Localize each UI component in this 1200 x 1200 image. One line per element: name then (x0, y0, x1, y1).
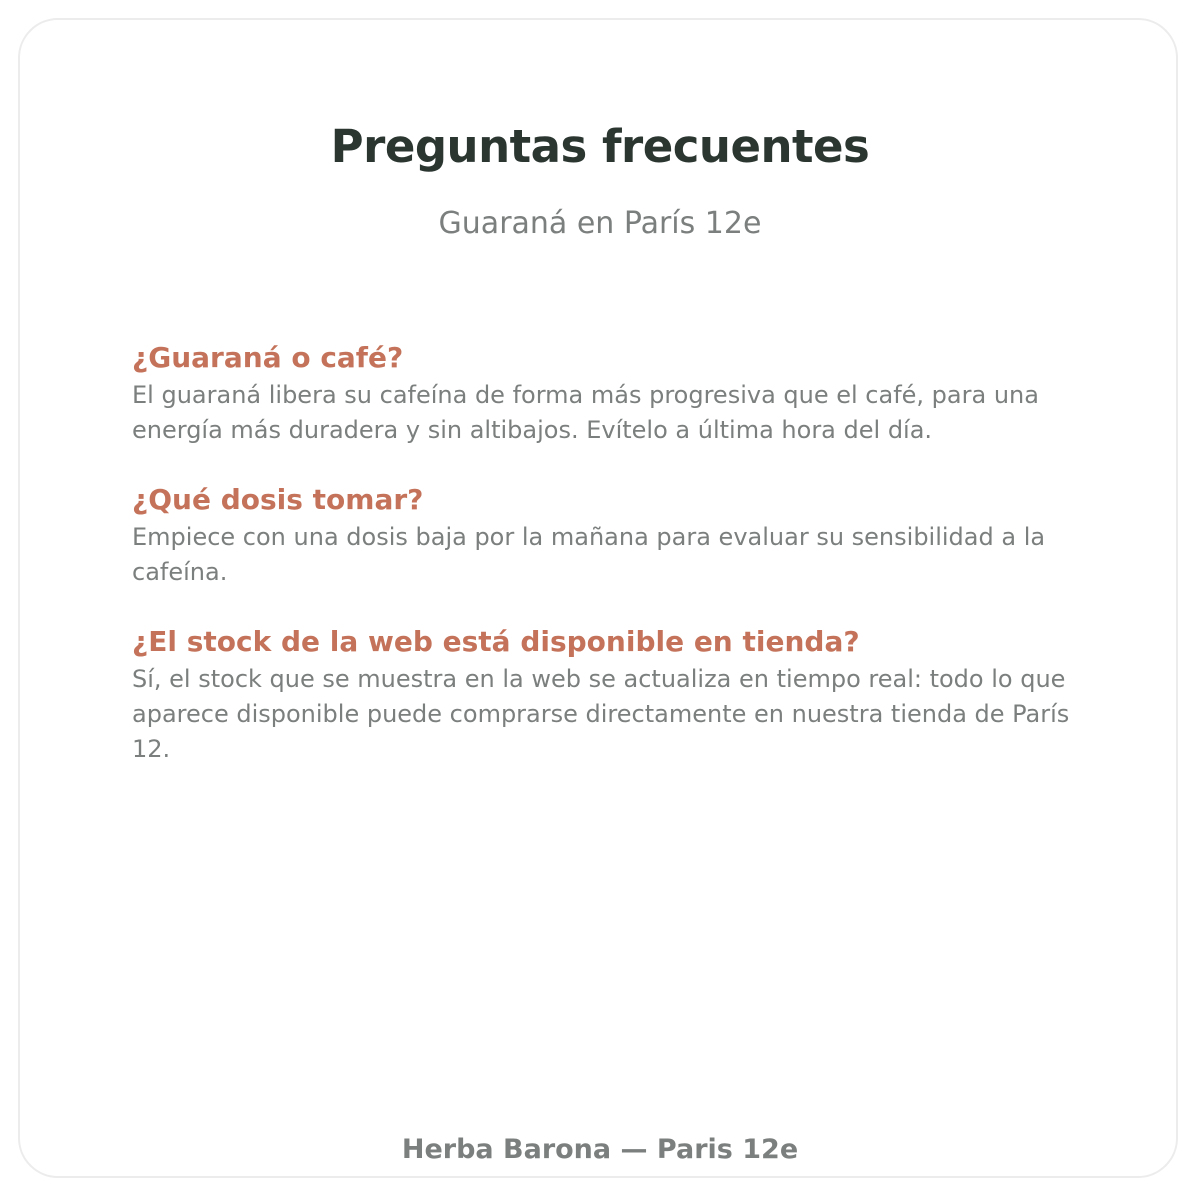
faq-answer: Sí, el stock que se muestra en la web se actualiza en tiempo real: todo lo que aparece disponible puede comprarse directamente en nuestra tienda de París 12. (132, 665, 1070, 763)
faq-item (132, 338, 1102, 448)
faq-answer: El guaraná libera su cafeína de forma más progresiva que el café, para una energía más duradera y sin altibajos. Evítelo a última hora del día. (132, 381, 1039, 444)
page-title: Preguntas frecuentes (330, 120, 870, 173)
faq-item (132, 480, 1102, 590)
page-subtitle: Guaraná en París 12e (438, 206, 762, 241)
faq-item (132, 622, 1102, 767)
faq-question: ¿Guaraná o café? (132, 341, 404, 374)
faq-card (18, 18, 1178, 1178)
faq-answer: Empiece con una dosis baja por la mañana para evaluar su sensibilidad a la cafeína. (132, 523, 1046, 586)
faq-question: ¿El stock de la web está disponible en tienda? (132, 625, 860, 658)
footer-store-name: Herba Barona — Paris 12e (401, 1134, 799, 1165)
faq-question: ¿Qué dosis tomar? (132, 483, 424, 516)
faq-list (132, 338, 1102, 799)
